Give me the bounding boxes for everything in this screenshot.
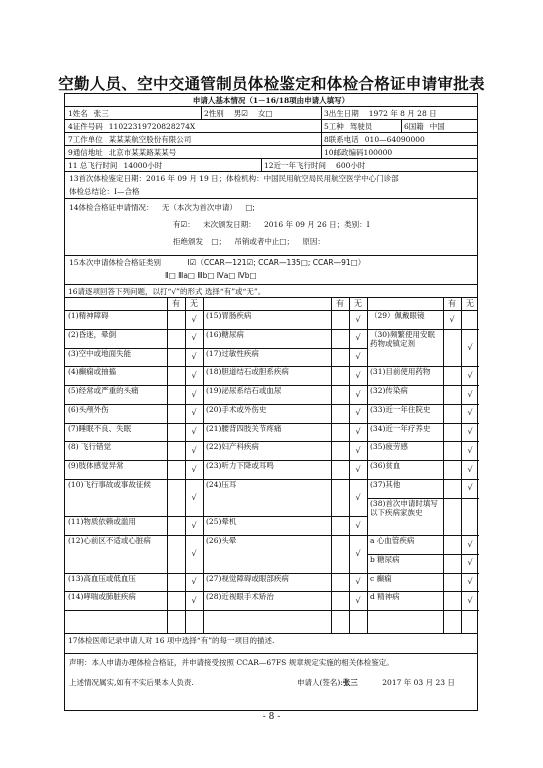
answer-no-col1-9[interactable]: √: [191, 464, 197, 474]
answer-has-col2-11[interactable]: [331, 516, 349, 535]
question-col2-6: (20)手术或外伤史: [206, 404, 267, 414]
work-label: 7工作单位: [68, 134, 103, 144]
answer-has-col1-12[interactable]: [167, 535, 185, 573]
recent-time-label: 12近一年飞行时间: [264, 160, 327, 170]
answer-has-col2-4[interactable]: [331, 366, 349, 385]
answer-no-col1-3[interactable]: √: [191, 352, 197, 362]
recent-time-cell: [261, 159, 479, 171]
answer-has-col1-7[interactable]: [167, 423, 185, 442]
answer-has-col3-2[interactable]: [443, 329, 461, 367]
answer-has-col2-5[interactable]: [331, 385, 349, 404]
address-label: 9通信地址: [68, 147, 103, 157]
answer-has-col3-3[interactable]: [443, 366, 461, 385]
answer-no-col1-4[interactable]: √: [191, 370, 197, 380]
gender-cell: [201, 107, 321, 119]
answer-has-col3-7[interactable]: [443, 441, 461, 460]
answer-has-col2-7[interactable]: [331, 423, 349, 442]
question-col1-13: (13)高血压或低血压: [68, 573, 136, 583]
answer-has-col3-4[interactable]: [443, 385, 461, 404]
question-col2-8: (22)妇产科疾病: [206, 442, 259, 452]
category-cell: [65, 256, 477, 284]
gender-male-checkbox[interactable]: 男☑: [233, 108, 249, 118]
question-col3-1: （29）佩戴眼镜: [370, 311, 425, 320]
answer-no-col1-8[interactable]: √: [191, 445, 197, 455]
answer-no-col3-6[interactable]: √: [467, 427, 473, 437]
nationality-value[interactable]: 中国: [429, 121, 445, 131]
nationality-cell: [401, 120, 479, 132]
question-col2-5: (19)泌尿系结石或血尿: [206, 386, 282, 395]
certificate-history-cell: [65, 199, 477, 255]
answer-no-col1-6[interactable]: √: [191, 408, 197, 418]
answer-has-col2-8[interactable]: [331, 441, 349, 460]
answer-no-col1-12[interactable]: √: [191, 548, 197, 558]
answer-has-col3-6[interactable]: [443, 423, 461, 442]
job-label: 5工种: [324, 121, 344, 131]
question-col2-2: (16)糖尿病: [206, 329, 244, 339]
signature-name[interactable]: 张三: [342, 678, 358, 687]
answer-no-col1-14[interactable]: √: [191, 595, 197, 605]
question-col1-14: (14)哮喘或肺脏疾病: [68, 592, 136, 602]
question-col3-9: (37)其他: [370, 479, 401, 489]
declaration-truth: 上述情况属实,如有不实后果本人负责.: [69, 678, 194, 687]
job-cell: [321, 120, 401, 132]
name-cell: [65, 107, 201, 119]
declaration-text: 声明：本人申请办理体检合格证，并申请接受按照 CCAR—67FS 规章规定实施的相关体检鉴定。: [69, 658, 394, 667]
questions-instruction: 16请逐项回答下列问题，以打“√”的形式 选择“有”或“无”。: [68, 286, 266, 296]
answer-has-col3-5[interactable]: [443, 404, 461, 423]
answer-has-col3-10[interactable]: [443, 498, 461, 536]
zip-value[interactable]: 100000: [363, 147, 393, 157]
zip-cell: [321, 146, 479, 158]
answer-no-col3-7[interactable]: √: [467, 445, 473, 455]
question-col3-5: (33)近一年住院史: [370, 404, 431, 414]
answer-has-col1-3[interactable]: [167, 348, 185, 367]
answer-has-col1-10[interactable]: [167, 479, 185, 517]
answer-has-col1-5[interactable]: [167, 385, 185, 404]
dob-value[interactable]: 1972 年 8 月 28 日: [368, 108, 437, 118]
answer-no-col3-8[interactable]: √: [467, 464, 473, 474]
col1-header-has: 有: [172, 299, 180, 309]
answer-no-col2-6[interactable]: √: [355, 408, 361, 418]
question-col1-4: (4)癫痫或抽搐: [68, 367, 117, 377]
question-col1-12: (12)心前区不适或心脏病: [68, 536, 151, 545]
id-cell: [65, 120, 321, 132]
answer-has-col2-9[interactable]: [331, 460, 349, 479]
question-col3-11: a 心血管疾病: [370, 536, 415, 545]
history-reason-label: 原因：: [302, 237, 325, 246]
question-col3-2: （30)频繁使用安眠药物或镇定剂: [370, 329, 435, 349]
answer-no-col3-4[interactable]: √: [467, 389, 473, 399]
total-time-label: 11 总飞行时间: [68, 160, 118, 170]
row-certificate-history: [65, 199, 477, 256]
question-col1-10: (10)飞行事故或事故征候: [68, 479, 151, 489]
question-col1-1: (1)精神障碍: [68, 311, 109, 320]
history-none-checkbox[interactable]: □;: [245, 203, 255, 212]
answer-has-col2-14[interactable]: [331, 591, 349, 610]
row-first-exam: [65, 172, 477, 199]
category-class1-options[interactable]: Ⅰ☑（CCAR—121☑; CCAR—135□; CCAR—91□）: [187, 258, 366, 267]
question-col3-4: (32)传染病: [370, 386, 408, 395]
answer-has-col1-8[interactable]: [167, 441, 185, 460]
question-col2-3: (17)过敏性疾病: [206, 348, 259, 358]
question-col3-12: b 糖尿病: [370, 554, 400, 564]
row-id: [65, 120, 477, 133]
col1-header-no: 无: [190, 299, 198, 309]
answer-no-col3-13[interactable]: √: [467, 577, 473, 587]
id-value[interactable]: 11022319720828274X: [108, 121, 196, 131]
answer-no-col2-12[interactable]: √: [355, 548, 361, 558]
form-title: 空勤人员、空中交通管制员体检鉴定和体检合格证申请审批表: [58, 74, 485, 93]
col2-header-has: 有: [336, 299, 344, 309]
question-col1-9: (9)肢体感觉异常: [68, 461, 124, 470]
first-exam-text[interactable]: 13首次体检鉴定日期：2016 年 09 月 19 日；体检机构：中国民用航空局民用航空医学中心门诊部: [69, 174, 399, 183]
col2-header-no: 无: [354, 299, 362, 309]
answer-no-col1-7[interactable]: √: [191, 427, 197, 437]
work-cell: [65, 133, 321, 145]
question-col1-7: (7)睡眠不良、失眠: [68, 423, 132, 433]
name-value[interactable]: 张三: [93, 108, 109, 118]
question-col3-7: (35)疲劳感: [370, 442, 408, 452]
question-col2-4: (18)胆道结石或胆系疾病: [206, 367, 289, 377]
row-flight-time: [65, 159, 477, 172]
answer-has-col2-6[interactable]: [331, 404, 349, 423]
section-header: 申请人基本情况（1－16/18项由申请人填写）: [192, 95, 350, 105]
total-time-value[interactable]: 14000小时: [123, 160, 163, 170]
answer-no-col3-14[interactable]: √: [467, 595, 473, 605]
section-header-row: [65, 94, 477, 107]
first-exam-cell: [65, 172, 477, 198]
application-form: [64, 93, 478, 653]
answer-no-col1-10[interactable]: √: [191, 492, 197, 502]
answer-no-col3-11[interactable]: √: [467, 539, 473, 549]
phone-value[interactable]: 010—64090000: [364, 134, 425, 144]
answer-no-col2-9[interactable]: √: [355, 464, 361, 474]
physician-notes[interactable]: 17体检医师记录申请人对 16 项中选择“有”的每一项目的描述.: [68, 636, 275, 645]
total-time-cell: [65, 159, 261, 171]
history-last-issue-value[interactable]: 2016 年 09 月 26 日；类别：Ⅰ: [264, 220, 370, 229]
dob-label: 3出生日期: [324, 108, 359, 118]
answer-no-col2-13[interactable]: √: [355, 577, 361, 587]
answer-has-col1-2[interactable]: [167, 329, 185, 348]
answer-has-col1-9[interactable]: [167, 460, 185, 479]
questions-grid-body: [65, 298, 477, 633]
answer-no-col3-5[interactable]: √: [467, 408, 473, 418]
answer-no-col3-2[interactable]: √: [467, 342, 473, 352]
answer-has-col3-8[interactable]: [443, 460, 461, 479]
answer-no-col3-12[interactable]: √: [467, 558, 473, 568]
question-col2-13: (27)视觉障碍或眼部疾病: [206, 573, 289, 583]
question-col1-5: (5)经常或严重的头痛: [68, 386, 139, 395]
answer-has-col3-12[interactable]: [443, 554, 461, 573]
question-col3-3: (31)目前使用药物: [370, 367, 431, 377]
row-name: [65, 107, 477, 120]
phone-cell: [321, 133, 479, 145]
signature-date[interactable]: 2017 年 03 月 23 日: [382, 678, 455, 687]
answer-has-col3-9[interactable]: [443, 479, 461, 498]
answer-no-col1-13[interactable]: √: [191, 577, 197, 587]
questions-grid: [65, 298, 477, 634]
history-last-issue-label: 末次颁发日期：: [203, 220, 256, 229]
question-col1-11: (11)物质依赖或滥用: [68, 517, 136, 527]
category-other-options[interactable]: Ⅱ□ Ⅲa□ Ⅲb□ Ⅳa□ Ⅳb□: [165, 271, 257, 280]
answer-has-col1-11[interactable]: [167, 516, 185, 535]
answer-no-col2-14[interactable]: √: [355, 595, 361, 605]
dob-cell: [321, 107, 479, 119]
question-col2-14: (28)近视眼手术矫治: [206, 592, 274, 602]
answer-no-col2-8[interactable]: √: [355, 445, 361, 455]
row-category: [65, 256, 477, 285]
answer-no-col2-2[interactable]: √: [355, 333, 361, 343]
answer-no-col1-11[interactable]: √: [191, 520, 197, 530]
history-refused-label: 拒绝颁发: [173, 237, 203, 246]
question-col1-2: (2)昏迷，晕倒: [68, 329, 117, 339]
name-label: 1姓名: [68, 108, 88, 118]
history-label: 14体检合格证申请情况：: [69, 203, 154, 212]
row-questions-instruction: [65, 285, 477, 298]
row-physician-notes: [65, 634, 477, 654]
answer-no-col2-10[interactable]: √: [355, 492, 361, 502]
answer-no-col3-3[interactable]: √: [467, 370, 473, 380]
answer-no-col3-10[interactable]: [461, 498, 479, 536]
job-value[interactable]: 驾驶员: [349, 121, 373, 131]
history-refused-checkbox[interactable]: □；: [211, 237, 226, 246]
answer-no-col3-1[interactable]: [461, 310, 479, 329]
answer-no-col1-5[interactable]: √: [191, 389, 197, 399]
question-col2-7: (21)腰背四肢关节疼痛: [206, 423, 282, 433]
col3-header-has: 有: [448, 299, 456, 309]
recent-time-value[interactable]: 600小时: [336, 160, 366, 170]
answer-no-col1-1[interactable]: √: [191, 314, 197, 324]
question-col3-14: d 精神病: [370, 592, 400, 602]
answer-has-col1-4[interactable]: [167, 366, 185, 385]
id-label: 4证件号码: [68, 121, 103, 131]
answer-has-col2-10[interactable]: [331, 479, 349, 517]
question-col2-1: (15)胃肠疾病: [206, 311, 252, 320]
answer-no-col2-3[interactable]: √: [355, 352, 361, 362]
answer-no-col2-4[interactable]: √: [355, 370, 361, 380]
page-number: - 8 -: [262, 712, 281, 722]
answer-has-col3-1[interactable]: √: [449, 314, 455, 324]
answer-has-col1-6[interactable]: [167, 404, 185, 423]
answer-has-col2-1[interactable]: [331, 310, 349, 329]
answer-has-col3-13[interactable]: [443, 573, 461, 592]
question-col2-9: (23)听力下降或耳鸣: [206, 461, 274, 470]
question-col3-13: c 癫痫: [370, 573, 392, 583]
row-address: [65, 146, 477, 159]
zip-label: 10邮政编码: [324, 147, 364, 157]
answer-no-col2-11[interactable]: √: [355, 520, 361, 530]
question-col2-11: (25)晕机: [206, 517, 237, 527]
question-col3-6: (34)近一年疗养史: [370, 423, 431, 433]
signature-label: 申请人(签名):: [297, 678, 343, 687]
answer-has-col2-2[interactable]: [331, 329, 349, 348]
question-col1-3: (3)空中或地面失能: [68, 348, 132, 358]
answer-no-col3-9[interactable]: √: [467, 483, 473, 493]
question-col1-8: (8) 飞行错觉: [68, 442, 112, 452]
gender-female-checkbox[interactable]: 女□: [258, 108, 273, 118]
answer-has-col2-12[interactable]: [331, 535, 349, 573]
category-label: 15本次申请体检合格证类别: [69, 258, 162, 267]
answer-has-col1-13[interactable]: [167, 573, 185, 592]
answer-has-col3-14[interactable]: [443, 591, 461, 610]
answer-has-col2-13[interactable]: [331, 573, 349, 592]
answer-has-col1-14[interactable]: [167, 591, 185, 610]
history-revoked-checkbox[interactable]: 吊销或者中止□；: [234, 237, 294, 246]
row-work: [65, 133, 477, 146]
question-col3-8: (36)贫血: [370, 461, 401, 470]
nationality-label: 6国籍: [404, 121, 424, 131]
answer-no-col1-2[interactable]: √: [191, 333, 197, 343]
question-col1-6: (6)头颅外伤: [68, 404, 109, 414]
history-has-checkbox[interactable]: 有☑：: [173, 220, 195, 229]
declaration-block: [64, 653, 478, 711]
question-col2-12: (26)头晕: [206, 536, 237, 545]
address-value[interactable]: 北京市某某路某某号: [108, 147, 177, 157]
question-col2-10: (24)压耳: [206, 479, 237, 489]
first-exam-result[interactable]: 体检总结论：Ⅰ—合格: [69, 187, 140, 196]
answer-no-col2-7[interactable]: √: [355, 427, 361, 437]
answer-has-col1-1[interactable]: [167, 310, 185, 329]
gender-label: 2性别: [204, 108, 224, 118]
answer-has-col2-3[interactable]: [331, 348, 349, 367]
address-cell: [65, 146, 321, 158]
phone-label: 8联系电话: [324, 134, 359, 144]
answer-has-col3-11[interactable]: [443, 535, 461, 554]
answer-no-col2-1[interactable]: √: [355, 314, 361, 324]
col3-header-no: 无: [466, 299, 474, 309]
answer-no-col2-5[interactable]: √: [355, 389, 361, 399]
question-col3-10: (38)首次申请时填写以下疾病家族史: [370, 498, 438, 517]
history-none: 无（本次为首次申请）: [161, 203, 237, 212]
work-value[interactable]: 某某某航空股份有限公司: [108, 134, 192, 144]
